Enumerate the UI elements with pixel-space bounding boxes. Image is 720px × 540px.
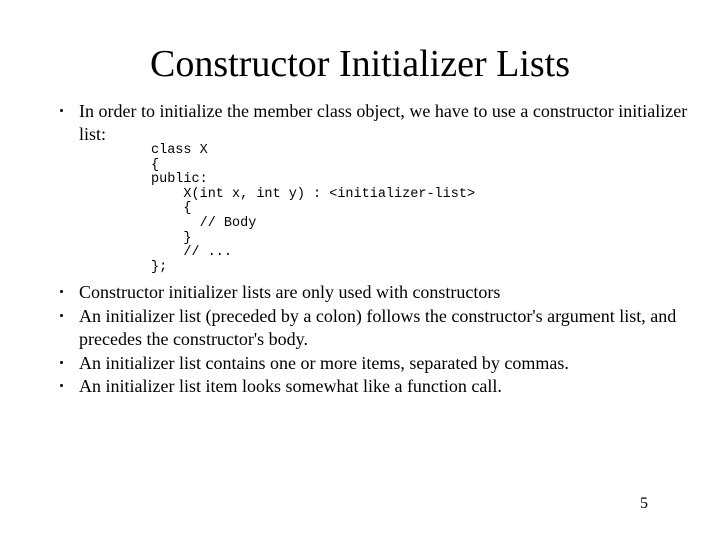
code-line: } bbox=[151, 230, 192, 246]
code-line: }; bbox=[151, 259, 168, 275]
bullet-marker bbox=[60, 290, 63, 293]
code-line: X(int x, int y) : <initializer-list> bbox=[151, 186, 476, 202]
code-line: { bbox=[151, 201, 192, 217]
bullet-intro bbox=[79, 100, 689, 146]
code-line: class X bbox=[151, 143, 208, 158]
page-number: 5 bbox=[640, 495, 648, 512]
bullet-marker bbox=[60, 109, 63, 112]
bullet-1 bbox=[79, 281, 689, 304]
bullet-text: An initializer list (preceded by a colon) follows the constructor's argument list, and precedes the constructor's body. bbox=[79, 306, 677, 349]
bullet-marker bbox=[60, 314, 63, 317]
code-block bbox=[151, 144, 475, 275]
code-line: { bbox=[151, 157, 160, 173]
code-line: public: bbox=[151, 172, 208, 188]
bullet-marker bbox=[60, 361, 63, 364]
bullet-text: Constructor initializer lists are only used with constructors bbox=[79, 282, 501, 302]
bullet-3 bbox=[79, 352, 689, 375]
code-line: // ... bbox=[151, 245, 233, 261]
bullet-4 bbox=[79, 375, 689, 398]
bullet-2 bbox=[79, 305, 689, 351]
bullet-text: An initializer list contains one or more items, separated by commas. bbox=[79, 353, 569, 373]
code-line: // Body bbox=[151, 215, 257, 231]
bullet-text: In order to initialize the member class object, we have to use a constructor initializer list: bbox=[79, 101, 688, 144]
slide-title: Constructor Initializer Lists bbox=[149, 43, 571, 85]
bullet-marker bbox=[60, 384, 63, 387]
bullet-text: An initializer list item looks somewhat like a function call. bbox=[79, 376, 502, 396]
